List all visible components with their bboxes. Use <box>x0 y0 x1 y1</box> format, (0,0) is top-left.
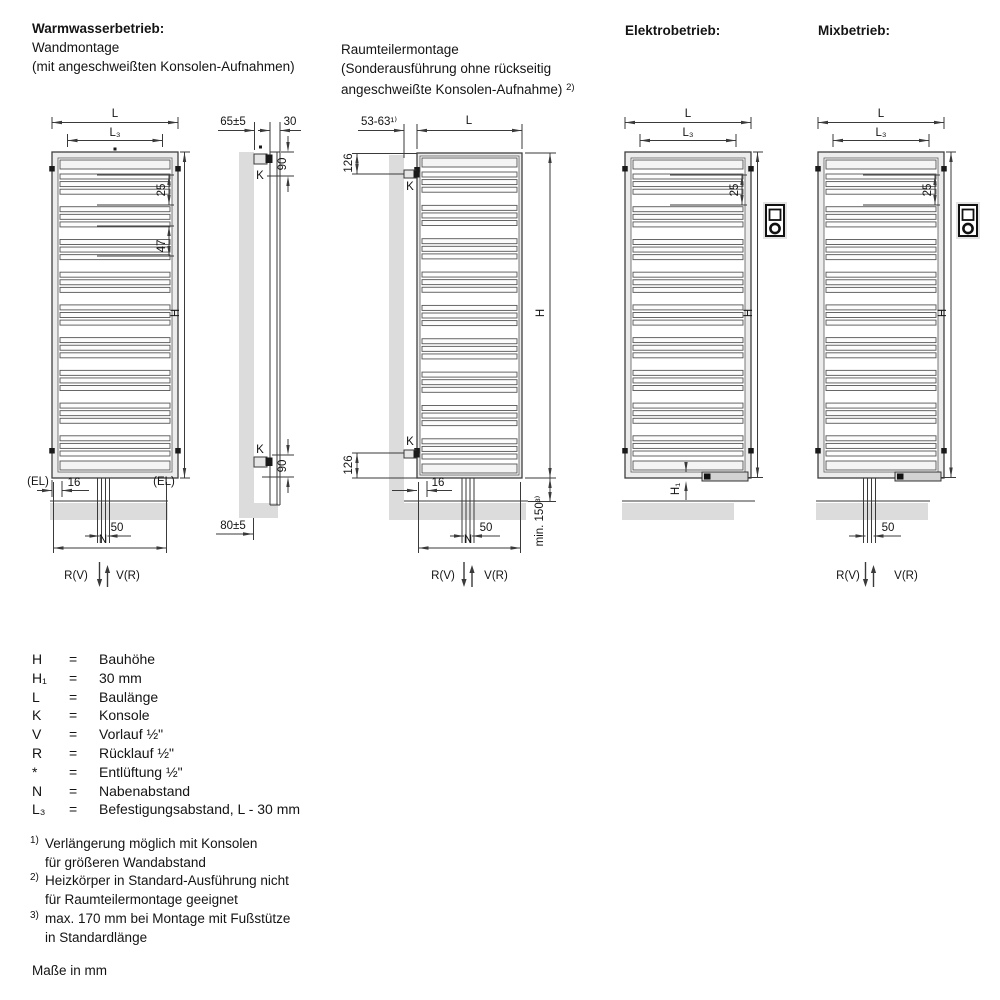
legend-symbol: K <box>32 707 42 724</box>
legend-symbol: H <box>32 651 43 667</box>
dim-label-50: 50 <box>479 522 493 534</box>
equals-sign: = <box>69 782 78 799</box>
flow-label-vorlauf: V(R) <box>484 570 508 582</box>
legend-text: Konsole <box>99 707 150 724</box>
legend-text: Entlüftung ½" <box>99 763 183 780</box>
dim-label-25: 25 <box>922 183 934 197</box>
footnote-line: für größeren Wandabstand <box>45 854 206 870</box>
legend-row <box>32 650 300 669</box>
dim-label-16: 16 <box>431 477 445 489</box>
dim-label-l3: L₃ <box>682 127 694 139</box>
dim-label-47: 47 <box>156 239 168 253</box>
equals-sign: = <box>69 688 78 705</box>
dim-label-80-5: 80±5 <box>220 520 246 532</box>
footnote-ref: 2) <box>566 82 575 93</box>
footnote-line: für Raumteilermontage geeignet <box>45 892 238 908</box>
dim-label-25: 25 <box>729 183 741 197</box>
footnote-marker: 1) <box>30 835 39 846</box>
equals-sign: = <box>69 707 78 724</box>
footnote-marker: 2) <box>30 872 39 884</box>
footnotes <box>30 835 290 947</box>
dim-label-l3: L₃ <box>109 127 121 139</box>
dim-label-126-top: 126 <box>343 153 355 173</box>
dim-label-16: 16 <box>67 477 81 489</box>
drawing-mixbetrieb <box>815 117 980 587</box>
legend <box>32 650 300 819</box>
dim-label-25: 25 <box>156 183 168 197</box>
footnote-line: Heizkörper in Standard-Ausführung nicht <box>45 873 289 889</box>
flow-label-ruecklauf: R(V) <box>431 570 455 582</box>
equals-sign: = <box>69 744 78 761</box>
units-note: Maße in mm <box>32 963 108 978</box>
header-line: angeschweißte Konsolen-Aufnahme) $^{2)}$ <box>341 82 575 97</box>
header-line: (Sonderausführung ohne rückseitig <box>341 61 552 76</box>
dim-label-l3: L₃ <box>875 127 887 139</box>
dim-label-90-bottom: 90 <box>277 459 289 473</box>
dim-label-min-150: min. 150³⁾ <box>534 495 546 547</box>
dim-label-53-63: 53-63¹⁾ <box>360 116 398 128</box>
dim-label-l: L <box>684 108 692 120</box>
equals-sign: = <box>69 651 78 667</box>
legend-symbol: R <box>32 744 43 761</box>
legend-symbol: * <box>32 763 38 780</box>
dim-label-konsole-bottom: K <box>256 444 264 456</box>
legend-symbol: N <box>32 782 43 799</box>
header-line: (mit angeschweißten Konsolen-Aufnahmen) <box>32 59 295 74</box>
dim-label-l: L <box>111 108 119 120</box>
drawing-elektrobetrieb <box>622 117 787 520</box>
legend-row <box>32 744 300 763</box>
footnote-1 <box>30 835 290 872</box>
legend-symbol: H₁ <box>32 669 47 686</box>
dim-label-50: 50 <box>110 522 124 534</box>
header-title: Elektrobetrieb: <box>625 23 721 38</box>
dim-label-konsole-top: K <box>256 170 264 182</box>
header-title: Mixbetrieb: <box>818 23 891 38</box>
footnote-marker: 3) <box>30 909 39 921</box>
header-raumteilermontage <box>341 40 575 99</box>
legend-row <box>32 688 300 707</box>
dim-label-l: L <box>877 108 885 120</box>
legend-text: Baulänge <box>99 688 159 705</box>
footnote-line: Verlängerung möglich mit Konsolen <box>45 836 258 851</box>
legend-text: Rücklauf ½" <box>99 744 175 761</box>
footnote-line: max. 170 mm bei Montage mit Fußstütze <box>45 910 291 926</box>
legend-symbol: L₃ <box>32 801 46 818</box>
dim-label-l: L <box>465 115 473 127</box>
footnote-line: in Standardlänge <box>45 929 148 945</box>
flow-label-vorlauf: V(R) <box>894 570 918 582</box>
legend-row <box>32 782 300 801</box>
header-warmwasserbetrieb <box>32 19 295 76</box>
legend-row <box>32 706 300 725</box>
flow-label-vorlauf: V(R) <box>116 570 140 582</box>
dim-label-30: 30 <box>283 116 297 128</box>
header-elektrobetrieb <box>625 21 720 40</box>
dim-label-50: 50 <box>881 522 895 534</box>
dim-label-h: H <box>170 308 182 318</box>
footnote-3 <box>30 910 290 947</box>
legend-text: Befestigungsabstand, L - 30 mm <box>99 801 301 818</box>
dim-label-h1: H₁ <box>670 482 682 496</box>
dim-label-h: H <box>937 308 949 318</box>
equals-sign: = <box>69 763 78 780</box>
drawing-raumteilermontage <box>352 124 556 587</box>
footnote-2 <box>30 872 290 909</box>
equals-sign: = <box>69 669 78 686</box>
legend-text: 30 mm <box>99 669 142 686</box>
dim-label-el-right: (EL) <box>153 476 175 488</box>
dim-label-h: H <box>743 308 755 318</box>
flow-label-ruecklauf: R(V) <box>836 570 860 582</box>
dim-label-h: H <box>535 308 547 318</box>
legend-row <box>32 763 300 782</box>
header-title: Warmwasserbetrieb: <box>32 21 165 36</box>
equals-sign: = <box>69 726 78 743</box>
legend-row <box>32 800 300 819</box>
header-line: Wandmontage <box>32 40 120 55</box>
legend-text: Nabenabstand <box>99 782 191 799</box>
header-mixbetrieb <box>818 21 890 40</box>
legend-row <box>32 669 300 688</box>
flow-label-ruecklauf: R(V) <box>64 570 88 582</box>
equals-sign: = <box>69 801 78 818</box>
dim-label-el-left: (EL) <box>27 476 49 488</box>
drawing-side-view <box>216 122 301 540</box>
legend-text: Bauhöhe <box>99 651 156 667</box>
dim-label-90-top: 90 <box>277 157 289 171</box>
dim-label-n: N <box>463 534 473 546</box>
dim-label-konsole-bottom: K <box>406 436 414 448</box>
dim-label-126-bottom: 126 <box>343 455 355 475</box>
dim-label-konsole-top: K <box>406 181 414 193</box>
legend-text: Vorlauf ½" <box>99 726 164 743</box>
legend-row <box>32 725 300 744</box>
dim-label-n: N <box>98 534 108 546</box>
header-line: Raumteilermontage <box>341 42 459 57</box>
legend-symbol: L <box>32 688 40 705</box>
dim-label-65-5: 65±5 <box>220 116 246 128</box>
legend-symbol: V <box>32 726 42 743</box>
